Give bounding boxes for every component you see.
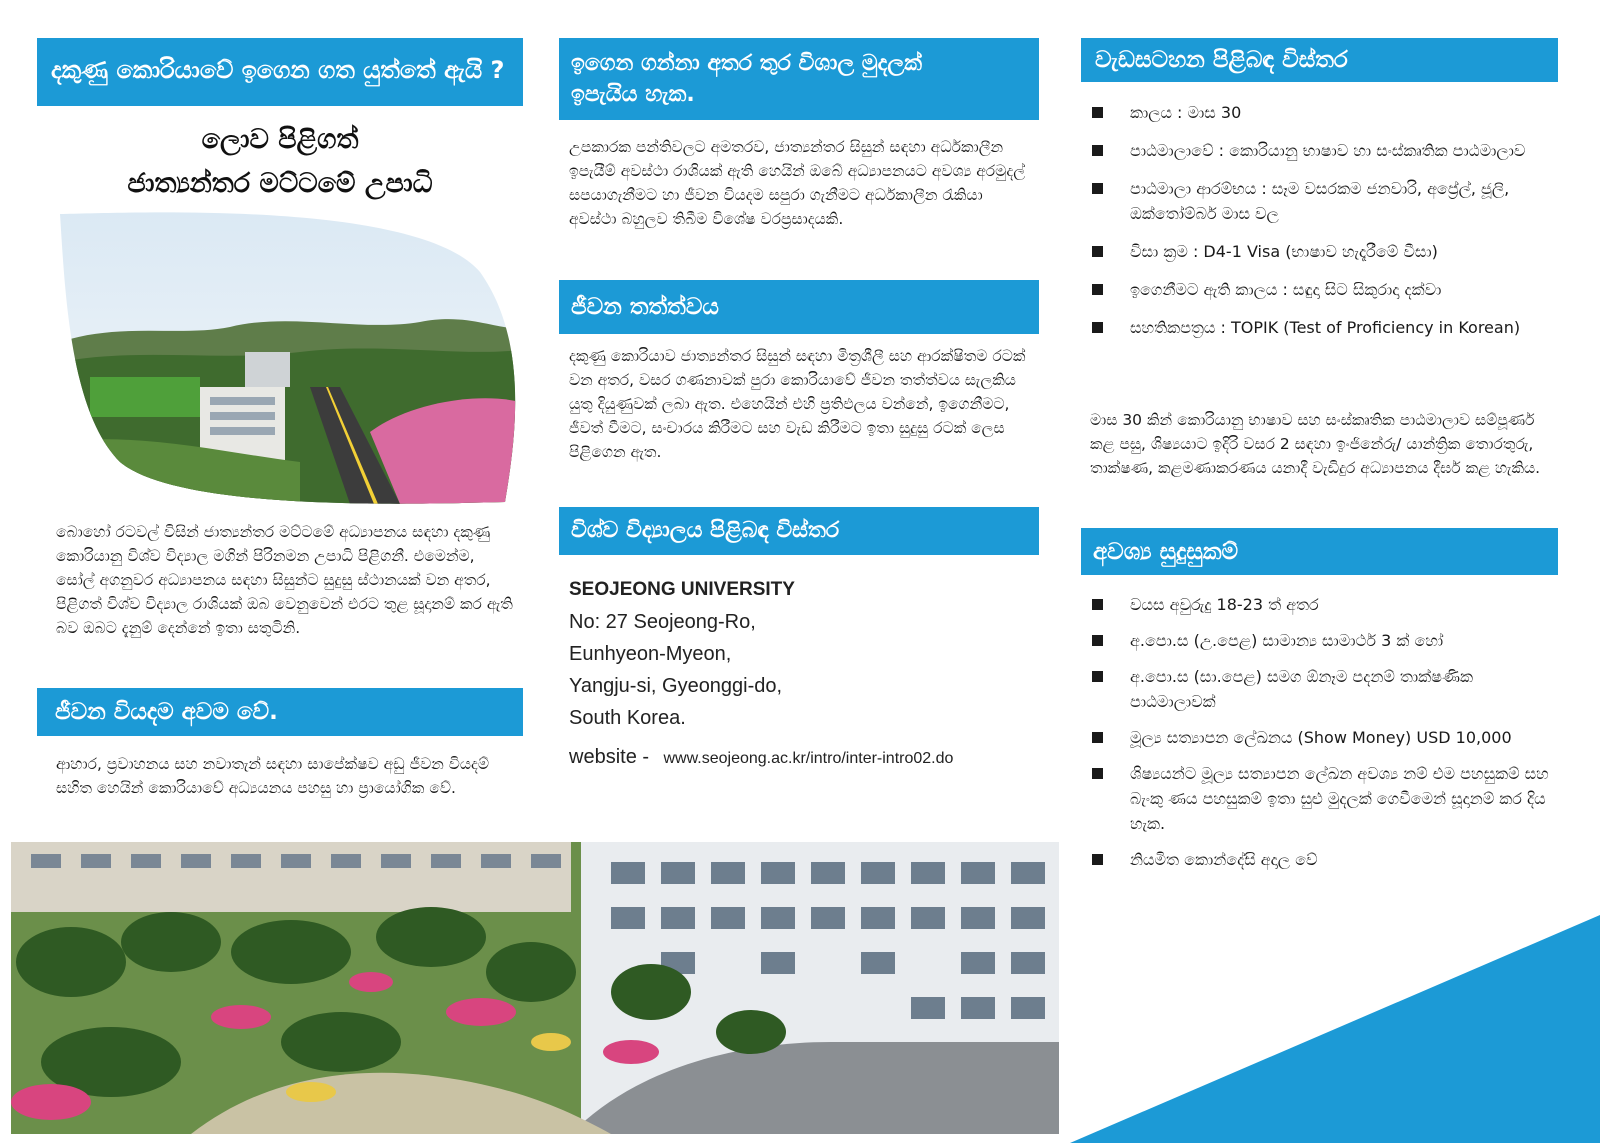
program-details-list [1088, 100, 1553, 340]
bullet-square-icon [1092, 284, 1103, 295]
bullet-square-icon [1092, 854, 1103, 865]
requirement-item: අ.පො.ස (උ.පෙළ) සාමාන්‍ය සාමාර්ථ 3 ක් හෝ [1088, 628, 1553, 653]
requirements-header: අවශ්‍ය සුදුසුකම් [1081, 528, 1558, 575]
blue-corner-triangle [1040, 915, 1600, 1143]
intro-text: බොහෝ රටවල් විසින් ජාත්‍යන්තර මට්ටමේ අධ්‍යාපනය සඳහා දකුණු කොරියානු විශ්ව විද්‍යාල මගින් පිරිනමන උපාධි පිළිගනී. එමෙන්ම, සෝල් අගනුවර අධ්‍යාපනය සඳහා සිසුන්ට සුදුසු ස්ථානයක් වන අතර, පිළිගත් විශ්ව විද්‍යාල රාශියක් ඔබ වෙනුවෙන් එරට තුළ සූදානම් කර ඇති බව ඔබට දැනුම් දෙන්නේ ඉතා සතුටිනි. [56, 523, 513, 637]
program-details-header: වැඩසටහන පිළිබඳ විස්තර [1081, 38, 1558, 82]
bullet-square-icon [1092, 599, 1103, 610]
requirement-item: අ.පො.ස (සා.පෙළ) සමග ඕනෑම පදනම් තාක්ෂණික පාඨමාලාවක් [1088, 664, 1553, 714]
campus-garden-image [11, 842, 1059, 1134]
requirement-item: නියමිත කොන්දේසි අදාල වේ [1088, 847, 1553, 872]
bullet-square-icon [1092, 671, 1103, 682]
earn-header-line1: ඉගෙන ගන්නා අතර තුර විශාල මුදලක් [571, 51, 923, 76]
bullet-square-icon [1092, 322, 1103, 333]
earn-header-line2: ඉපැයිය හැක. [571, 82, 695, 107]
address-line-4: South Korea. [569, 707, 686, 729]
program-further-study-text: මාස 30 කින් කොරියානු භාෂාව සහ සංස්කෘතික පාඨමාලාව සම්පූර්ණ කළ පසු, ශිෂ්‍යයාට ඉදිරි වසර 2 සඳහා ඉංජිනේරු/ යාන්ත්‍රික තොරතුරු, තාක්ෂණ, කළමණාකරණය යනාදී වැඩිදුර අධ්‍යාපනය දීර්ඝ කළ හැකිය. [1090, 411, 1541, 477]
requirement-item: මූල්‍ය සත්‍යාපන ලේඛනය (Show Money) USD 10,000 [1088, 725, 1553, 750]
bullet-square-icon [1092, 107, 1103, 118]
bullet-square-icon [1092, 145, 1103, 156]
living-cost-text: ආහාර, ප්‍රවාහනය සහ නවාතැන් සඳහා සාපේක්ෂව අඩු ජීවන වියදම් සහිත හෙයින් කොරියාවේ අධ්‍යයනය පහසු හා ප්‍රායෝගික වේ. [56, 755, 490, 797]
why-korea-header: දකුණු කොරියාවේ ඉගෙන ගත යුත්තේ ඇයි ? [37, 38, 523, 106]
bullet-square-icon [1092, 768, 1103, 779]
program-item: පාඨමාලා ආරම්භය : සෑම වසරකම ජනවාරි, අප්‍රේල්, ජූලි, ඔක්තෝම්බර් මාස වල [1088, 176, 1553, 226]
program-item: සහතිකපත්‍රය : TOPIK (Test of Proficiency in Korean) [1088, 315, 1553, 340]
living-cost-header: ජීවන වියදම අවම වේ. [37, 688, 523, 736]
degrees-title-line1: ලොව පිළිගත් [201, 124, 359, 155]
requirement-item: වයස අවුරුදු 18-23 ත් අතර [1088, 592, 1553, 617]
address-line-1: No: 27 Seojeong-Ro, [569, 611, 756, 633]
earn-text: උපකාරක පන්තිවලට අමතරව, ජාත්‍යන්තර සිසුන් සඳහා අර්ධකාලීන ඉපැයීම් අවස්ථා රාශියක් ඇති හෙයින් ඔබේ අධ්‍යාපනයට අවශ්‍ය අරමුදල් සපයාගැනීමට හා ජීවන වියදම සපුරා ගැනීමට අර්ධකාලීන රැකියා අවස්ථා බහුලව තිබීම විශේෂ වරප්‍රසාදයකි. [569, 138, 1026, 228]
degrees-title [37, 118, 523, 206]
degrees-title-line2: ජාත්‍යන්තර මට්ටමේ උපාධි [127, 168, 433, 199]
bullet-square-icon [1092, 183, 1103, 194]
university-address [569, 574, 1029, 734]
earn-header [559, 38, 1039, 120]
website-label: website - [569, 746, 650, 768]
campus-garden-photo [11, 842, 1059, 1134]
campus-aerial-image [60, 212, 520, 504]
bullet-square-icon [1092, 732, 1103, 743]
website-link[interactable]: www.seojeong.ac.kr/intro/inter-intro02.do [663, 750, 954, 767]
program-item: ඉගෙනීමට ඇති කාලය : සඳුදා සිට සිකුරාදා දක්වා [1088, 277, 1553, 302]
program-item: පාඨමාලාවේ : කොරියානු භාෂාව හා සංස්කෘතික පාඨමාලාව [1088, 138, 1553, 163]
life-quality-header: ජීවන තත්ත්වය [559, 280, 1039, 334]
program-item: විසා ක්‍රම : D4-1 Visa (භාෂාව හැදෑරීමේ වීසා) [1088, 239, 1553, 264]
university-header: විශ්ව විද්‍යාලය පිළිබඳ විස්තර [559, 507, 1039, 555]
address-line-2: Eunhyeon-Myeon, [569, 643, 732, 665]
campus-aerial-photo [60, 212, 520, 504]
university-name: SEOJEONG UNIVERSITY [569, 579, 795, 600]
program-item: කාලය : මාස 30 [1088, 100, 1553, 125]
bullet-square-icon [1092, 635, 1103, 646]
requirements-list [1088, 592, 1553, 872]
website-row [569, 746, 1039, 769]
address-line-3: Yangju-si, Gyeonggi-do, [569, 675, 783, 697]
bullet-square-icon [1092, 246, 1103, 257]
life-quality-text: දකුණු කොරියාව ජාත්‍යන්තර සිසුන් සඳහා මිත්‍රශීලී සහ ආරක්ෂිතම රටක් වන අතර, වසර ගණනාවක් පුරා කොරියාවේ ජීවන තත්ත්වය සැලකිය යුතු දියුණුවක් ලබා ඇත. එහෙයින් එහි ප්‍රතිඵලය වන්නේ, ඉගෙනීමට, ජීවත් වීමට, සංචාරය කිරීමට සහ වැඩ කිරීමට ඉතා සුදුසු රටක් ලෙස පිළිගෙන ඇත. [569, 347, 1026, 461]
requirement-item: ශිෂ්‍යයන්ට මූල්‍ය සත්‍යාපන ලේඛන අවශ්‍ය නම් එම පහසුකම් සහ බැංකු ණය පහසුකම් ඉතා සුළු මුදලක් ගෙවීමෙන් සූදානම් කර දිය හැක. [1088, 761, 1553, 836]
